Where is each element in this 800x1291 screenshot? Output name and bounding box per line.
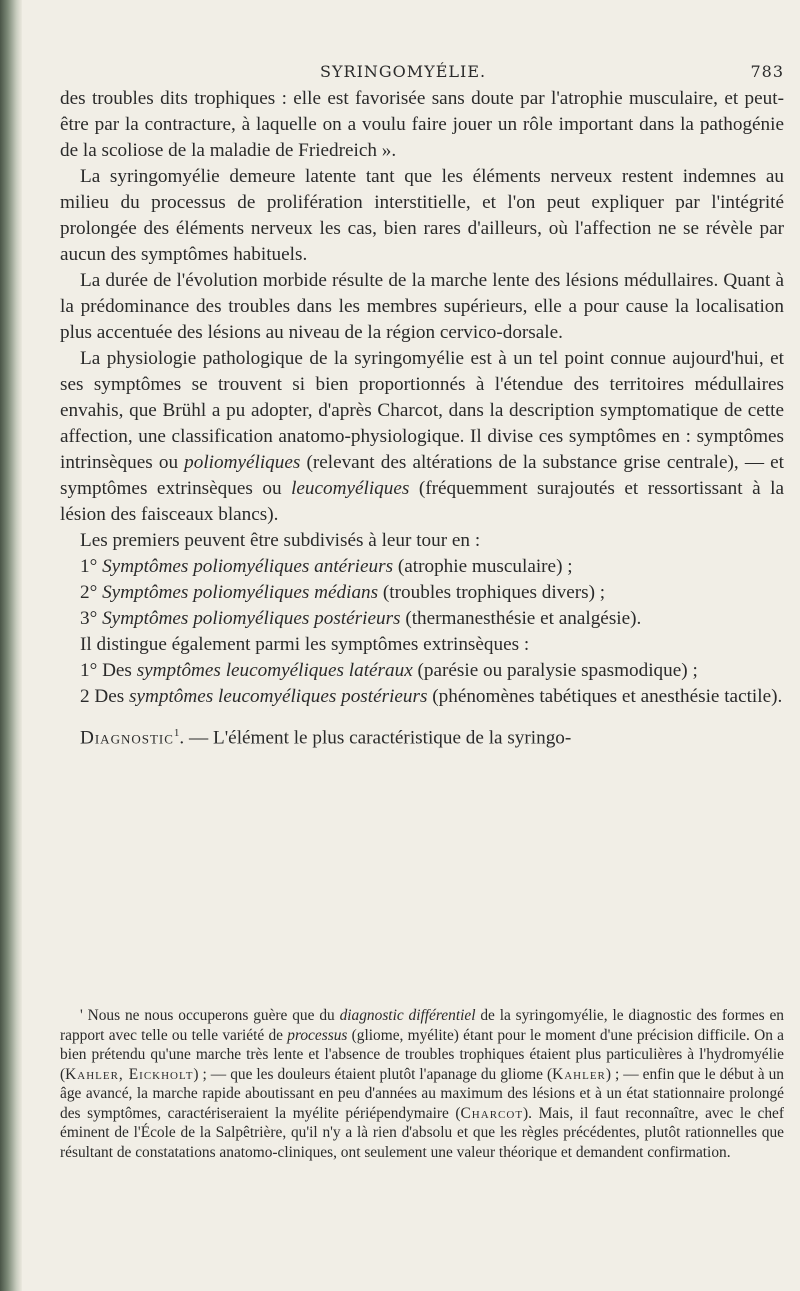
text-run: ' Nous ne nous occuperons guère que du (80, 1007, 340, 1024)
author-name: Charcot (460, 1104, 524, 1122)
text-run: (phénomènes tabétiques et anesthésie tactile). (427, 686, 783, 707)
author-name: Kahler, Eickholt (65, 1065, 194, 1083)
italic-term: symptômes leucomyéliques postérieurs (129, 686, 428, 707)
paragraph-4 (60, 346, 784, 528)
list-item-1 (80, 554, 784, 580)
list-item-2 (80, 580, 784, 606)
text-run: . — L'élément le plus caractéristique de la syringo- (179, 727, 572, 749)
list-number: 1° (80, 556, 103, 577)
text-run: (relevant des altérations de la substance grise centrale), — et symptômes extrinsèques ou (60, 452, 784, 499)
paragraph-5: Les premiers peuvent être subdivisés à leur tour en : (80, 530, 481, 551)
main-text (60, 86, 784, 751)
book-binding-edge (0, 0, 22, 1291)
text-run: ) ; — enfin que le début à un âge avancé, la marche rapide aboutissant en peu d'années au maximum des lésions et à un état stationnaire prolongé des symptômes, caractériseraient la myélite périépendymaire ( (60, 1065, 784, 1122)
text-run: 2 Des (80, 686, 130, 707)
section-heading-diagnostic (60, 720, 784, 751)
italic-term: diagnostic différentiel (339, 1007, 476, 1024)
footnote (60, 1006, 784, 1162)
paragraph-3: La durée de l'évolution morbide résulte de la marche lente des lésions médullaires. Quant à la prédominance des troubles dans les membres supérieurs, elle a pour cause la localisation plus accentuée des lésions au niveau de la région cervico-dorsale. (60, 270, 784, 343)
footnote-text (60, 1006, 784, 1162)
list-number: 3° (80, 608, 103, 629)
list-number: 2° (80, 582, 103, 603)
list-item-4 (60, 658, 784, 684)
text-run: La physiologie pathologique de la syringomyélie est à un tel point connue aujourd'hui, et ses symptômes se trouvent si bien proportionnés à l'étendue des territoires médullaires envahis, que Brühl a pu adopter, d'après Charcot, dans la description symptomatique de cette affection, une classification anatomo-physiologique. Il divise ces symptômes en : symptômes intrinsèques ou (60, 348, 784, 473)
paragraph-2: La syringomyélie demeure latente tant que les éléments nerveux restent indemnes au milieu du processus de prolifération interstitielle, et l'on peut expliquer par l'intégrité prolongée des éléments nerveux les cas, bien rares d'ailleurs, où l'affection ne se révèle par aucun des symptômes habituels. (60, 166, 784, 265)
book-page (60, 0, 784, 1291)
italic-term: symptômes leucomyéliques latéraux (136, 660, 413, 681)
text-run: (thermanesthésie et analgésie). (400, 608, 642, 629)
text-run: de la syringomyélie, le diagnostic des formes en rapport avec telle ou telle variété de (60, 1007, 784, 1044)
text-run: (parésie ou paralysie spasmodique) ; (412, 660, 698, 681)
section-label: Diagnostic (80, 727, 174, 749)
running-title: SYRINGOMYÉLIE. (320, 62, 487, 81)
paragraph-1: des troubles dits trophiques : elle est favorisée sans doute par l'atrophie musculaire, et peut-être par la contracture, à laquelle on a voulu faire jouer un rôle important dans la pathogénie de la scoliose de la maladie de Friedreich ». (60, 88, 784, 161)
text-run: 1° Des (80, 660, 137, 681)
page-number: 783 (750, 62, 784, 81)
italic-term: Symptômes poliomyéliques antérieurs (102, 556, 394, 577)
paragraph-6: Il distingue également parmi les symptômes extrinsèques : (80, 634, 530, 655)
author-name: Kahler (552, 1065, 606, 1083)
italic-term: Symptômes poliomyéliques médians (102, 582, 379, 603)
text-run: ) ; — que les douleurs étaient plutôt l'apanage du gliome ( (193, 1065, 553, 1083)
text-run: (atrophie musculaire) ; (393, 556, 573, 577)
footnote-marker: 1 (173, 727, 180, 739)
text-run: (troubles trophiques divers) ; (378, 582, 606, 603)
italic-term: leucomyéliques (291, 478, 410, 499)
list-item-3 (60, 606, 784, 632)
text-run: (gliome, myélite) étant pour le moment d'une précision difficile. On a bien prétendu qu'une marche très lente et l'absence de troubles trophiques étaient plus particulières à l'hydromyélie ( (60, 1026, 784, 1083)
list-item-5 (60, 684, 784, 710)
text-run: ). Mais, il faut reconnaître, avec le chef éminent de l'École de la Salpêtrière, qu'il n'y a là rien d'absolu et que les règles précédentes, plutôt rationnelles que résultant de constatations anatomo-cliniques, ont seulement une valeur théorique et demandent confirmation. (60, 1104, 784, 1161)
text-run: (fréquemment surajoutés et ressortissant à la lésion des faisceaux blancs). (60, 478, 784, 525)
italic-term: poliomyéliques (184, 452, 301, 473)
italic-term: processus (287, 1026, 348, 1044)
italic-term: Symptômes poliomyéliques postérieurs (102, 608, 401, 629)
